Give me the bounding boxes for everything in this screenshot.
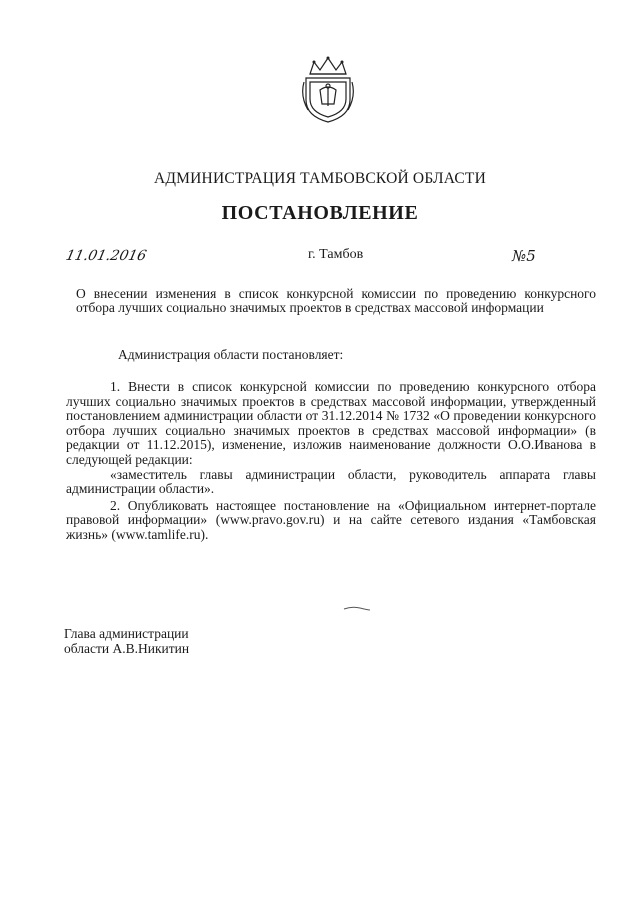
document-date: 11.01.2016	[64, 248, 148, 264]
document-city: г. Тамбов	[308, 247, 364, 262]
signature-line-1: Глава администрации	[64, 626, 189, 641]
document-number: №5	[512, 247, 536, 265]
preamble-text: Администрация области постановляет:	[118, 347, 344, 362]
coat-of-arms-emblem	[300, 52, 356, 124]
end-mark-squiggle	[342, 604, 372, 612]
item-2: 2. Опубликовать настоящее постановление на «Официальном интернет-портале правовой информации» (www.pravo.gov.ru) и на сайте сетевого издания «Тамбовская жизнь» (www.tamlife.ru).	[66, 497, 596, 542]
item-1-quote: «заместитель главы администрации области, руководитель аппарата главы администрации области».	[66, 466, 596, 497]
document-type-title: ПОСТАНОВЛЕНИЕ	[221, 202, 419, 224]
item-1: 1. Внести в список конкурсной комиссии по проведению конкурсного отбора лучших социально значимых проектов в средствах массовой информации, утвержденный постановлением администрации области от 31.12.2014 № 1732 «О проведении конкурсного отбора лучших социально значимых проектов в средствах массовой информации» (в редакции от 11.12.2015), изменение, изложив наименование должности О.О.Иванова в следующей редакции:	[66, 379, 596, 467]
signature-block	[64, 626, 189, 656]
document-subject: О внесении изменения в список конкурсной комиссии по проведению конкурсного отбора лучших социально значимых проектов в средствах массовой информации	[76, 286, 596, 315]
signature-line-2: области А.В.Никитин	[64, 641, 190, 656]
resolution-items	[66, 380, 596, 543]
organization-name: АДМИНИСТРАЦИЯ ТАМБОВСКОЙ ОБЛАСТИ	[154, 170, 486, 187]
